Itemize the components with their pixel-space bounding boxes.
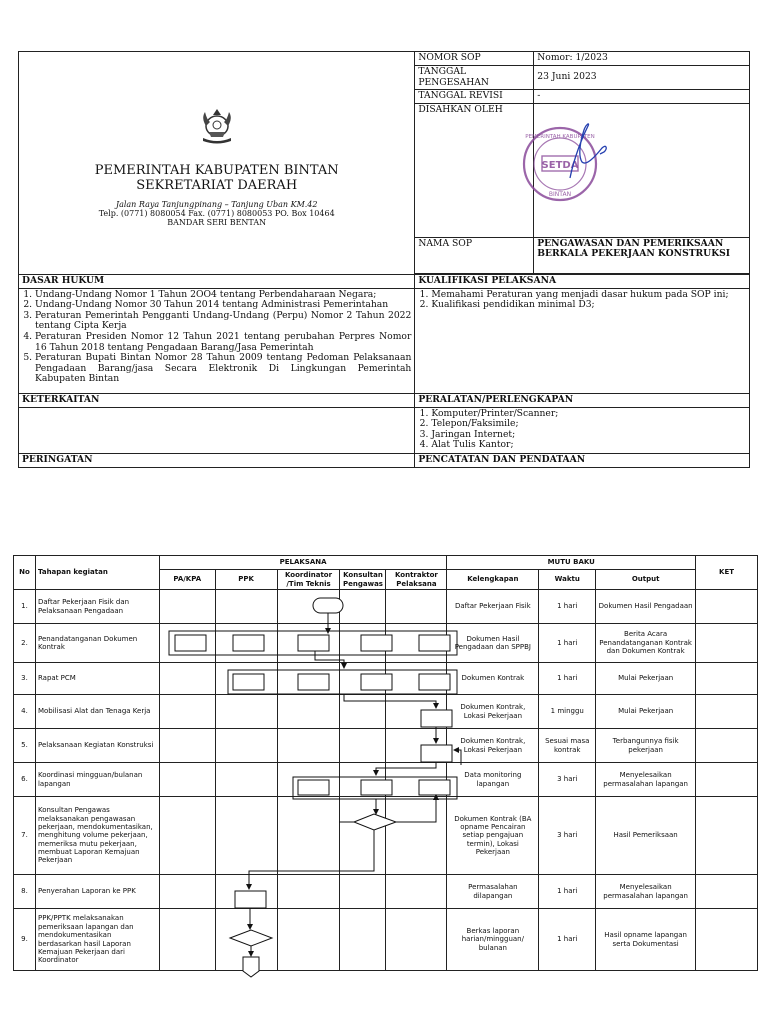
stamp-bottom-text: BINTAN (549, 190, 572, 198)
row-no: 4. (14, 695, 36, 729)
lane-pa-kpa (159, 729, 215, 763)
tanggal-revisi-value: - (534, 90, 750, 104)
lane-kontraktor (386, 590, 447, 624)
signature-cell (525, 103, 750, 237)
row-kelengkapan: Data monitoring lapangan (447, 763, 539, 797)
table-row (14, 663, 758, 695)
dasar-hukum-item: 3. Peraturan Pemerintah Pengganti Undang-Undang (Perpu) Nomor 2 Tahun 2022 tentang Cipta Kerja (35, 311, 411, 332)
bintan-emblem-icon (197, 106, 237, 146)
row-no: 9. (14, 909, 36, 971)
row-kelengkapan: Dokumen Kontrak (447, 663, 539, 695)
lane-ppk (215, 797, 277, 875)
nama-sop-value: PENGAWASAN DAN PEMERIKSAAN BERKALA PEKERJAAN KONSTRUKSI (534, 237, 750, 273)
row-output: Menyelesaikan permasalahan lapangan (596, 875, 696, 909)
row-waktu: 3 hari (539, 797, 596, 875)
lane-kontraktor (386, 695, 447, 729)
row-no: 5. (14, 729, 36, 763)
lane-ppk (215, 590, 277, 624)
lane-koordinator (277, 663, 340, 695)
lane-ppk (215, 909, 277, 971)
org-block (19, 52, 415, 275)
row-ket (696, 590, 758, 624)
peralatan-item: 2. Telepon/Faksimile; (431, 419, 746, 430)
org-address: Jalan Raya Tanjungpinang – Tanjung Uban KM.42 (115, 199, 318, 209)
table-row (14, 624, 758, 663)
row-output: Hasil Pemeriksaan (596, 797, 696, 875)
dasar-hukum-item: 2. Undang-Undang Nomor 30 Tahun 2014 tentang Administrasi Pemerintahan (35, 300, 411, 311)
col-output: Output (596, 570, 696, 590)
col-pelaksana: PELAKSANA (159, 556, 447, 570)
col-waktu: Waktu (539, 570, 596, 590)
row-waktu: 1 hari (539, 590, 596, 624)
col-mutu-baku: MUTU BAKU (447, 556, 696, 570)
row-kelengkapan: Permasalahan dilapangan (447, 875, 539, 909)
lane-pa-kpa (159, 909, 215, 971)
col-ket: KET (696, 556, 758, 590)
row-kelengkapan: Dokumen Kontrak, Lokasi Pekerjaan (447, 729, 539, 763)
tanggal-pengesahan-label: TANGGAL PENGESAHAN (415, 66, 534, 90)
row-tahapan: Mobilisasi Alat dan Tenaga Kerja (35, 695, 159, 729)
table-row (14, 729, 758, 763)
col-kelengkapan: Kelengkapan (447, 570, 539, 590)
row-tahapan: Daftar Pekerjaan Fisik dan Pelaksanaan Pengadaan (35, 590, 159, 624)
row-no: 1. (14, 590, 36, 624)
sop-header-table (18, 51, 750, 468)
peralatan-item: 1. Komputer/Printer/Scanner; (431, 409, 746, 420)
row-no: 2. (14, 624, 36, 663)
dasar-hukum-item: 1. Undang-Undang Nomor 1 Tahun 2OO4 tentang Perbendaharaan Negara; (35, 290, 411, 301)
dasar-hukum-list (19, 288, 415, 393)
row-no: 8. (14, 875, 36, 909)
official-stamp-icon (512, 118, 622, 208)
lane-kontraktor (386, 624, 447, 663)
lane-kontraktor (386, 875, 447, 909)
disahkan-oleh-label: DISAHKAN OLEH (415, 103, 534, 237)
col-tahapan: Tahapan kegiatan (35, 556, 159, 590)
row-output: Menyelesaikan permasalahan lapangan (596, 763, 696, 797)
row-ket (696, 624, 758, 663)
lane-konsultan (340, 729, 386, 763)
lane-kontraktor (386, 763, 447, 797)
col-no: No (14, 556, 36, 590)
lane-konsultan (340, 875, 386, 909)
row-output: Dokumen Hasil Pengadaan (596, 590, 696, 624)
lane-koordinator (277, 695, 340, 729)
nomor-sop-value: Nomor: 1/2023 (534, 52, 750, 66)
lane-kontraktor (386, 797, 447, 875)
peralatan-item: 3. Jaringan Internet; (431, 430, 746, 441)
pencatatan-title: PENCATATAN DAN PENDATAAN (415, 453, 750, 467)
lane-ppk (215, 624, 277, 663)
row-ket (696, 695, 758, 729)
row-output: Hasil opname lapangan serta Dokumentasi (596, 909, 696, 971)
table-row (14, 909, 758, 971)
lane-ppk (215, 663, 277, 695)
row-tahapan: PPK/PPTK melaksanakan pemeriksaan lapangan dan mendokumentasikan berdasarkan hasil Laporan Kemajuan Pekerjaan dari Koordinator (35, 909, 159, 971)
row-ket (696, 797, 758, 875)
row-ket (696, 763, 758, 797)
tanggal-pengesahan-value: 23 Juni 2023 (534, 66, 750, 90)
row-output: Berita Acara Penandatanganan Kontrak dan Dokumen Kontrak (596, 624, 696, 663)
row-waktu: Sesuai masa kontrak (539, 729, 596, 763)
table-row (14, 695, 758, 729)
lane-pa-kpa (159, 797, 215, 875)
row-output: Terbangunnya fisik pekerjaan (596, 729, 696, 763)
lane-kontraktor (386, 663, 447, 695)
lane-koordinator (277, 797, 340, 875)
stamp-center-text: SETDA (541, 159, 579, 171)
lane-koordinator (277, 909, 340, 971)
lane-konsultan (340, 624, 386, 663)
keterkaitan-title: KETERKAITAN (19, 393, 415, 407)
peralatan-title: PERALATAN/PERLENGKAPAN (415, 393, 750, 407)
row-kelengkapan: Dokumen Kontrak, Lokasi Pekerjaan (447, 695, 539, 729)
org-phone: Telp. (0771) 8080054 Fax. (0771) 8080053 PO. Box 10464 (98, 208, 335, 218)
table-row (14, 797, 758, 875)
keterkaitan-content (19, 407, 415, 453)
lane-kontraktor (386, 909, 447, 971)
kualifikasi-title: KUALIFIKASI PELAKSANA (415, 274, 750, 288)
lane-konsultan (340, 695, 386, 729)
row-tahapan: Konsultan Pengawas melaksanakan pengawasan pekerjaan, mendokumentasikan, menghitung volume pekerjaan, memeriksa mutu pekerjaan, membuat Laporan Kemajuan Pekerjaan (35, 797, 159, 875)
lane-koordinator (277, 875, 340, 909)
dasar-hukum-item: 5. Peraturan Bupati Bintan Nomor 28 Tahun 2009 tentang Pedoman Pelaksanaan Pengadaan Barang/jasa Secara Elektronik Di Lingkungan Pemerintah Kabupaten Bintan (35, 353, 411, 385)
peringatan-title: PERINGATAN (19, 453, 415, 467)
row-tahapan: Koordinasi mingguan/bulanan lapangan (35, 763, 159, 797)
peralatan-list (415, 407, 750, 453)
row-output: Mulai Pekerjaan (596, 663, 696, 695)
lane-pa-kpa (159, 875, 215, 909)
row-ket (696, 909, 758, 971)
kualifikasi-list (415, 288, 750, 393)
lane-koordinator (277, 763, 340, 797)
row-waktu: 1 hari (539, 909, 596, 971)
dasar-hukum-item: 4. Peraturan Presiden Nomor 12 Tahun 2021 tentang perubahan Perpres Nomor 16 Tahun 2018 tentang Pengadaan Barang/Jasa Pemerintah (35, 332, 411, 353)
row-no: 3. (14, 663, 36, 695)
lane-ppk (215, 729, 277, 763)
row-output: Mulai Pekerjaan (596, 695, 696, 729)
lane-pa-kpa (159, 624, 215, 663)
lane-ppk (215, 875, 277, 909)
table-row (14, 763, 758, 797)
row-ket (696, 729, 758, 763)
lane-koordinator (277, 729, 340, 763)
row-tahapan: Rapat PCM (35, 663, 159, 695)
kualifikasi-item: 1. Memahami Peraturan yang menjadi dasar hukum pada SOP ini; (431, 290, 746, 301)
row-kelengkapan: Berkas laporan harian/mingguan/ bulanan (447, 909, 539, 971)
row-no: 6. (14, 763, 36, 797)
row-waktu: 1 hari (539, 875, 596, 909)
table-row (14, 590, 758, 624)
dasar-hukum-title: DASAR HUKUM (19, 274, 415, 288)
row-tahapan: Penandatanganan Dokumen Kontrak (35, 624, 159, 663)
nomor-sop-label: NOMOR SOP (415, 52, 534, 66)
lane-konsultan (340, 797, 386, 875)
procedure-flow-table (13, 555, 758, 971)
row-kelengkapan: Dokumen Kontrak (BA opname Pencairan setiap pengajuan termin), Lokasi Pekerjaan (447, 797, 539, 875)
peralatan-item: 4. Alat Tulis Kantor; (431, 440, 746, 451)
col-pa-kpa: PA/KPA (159, 570, 215, 590)
row-ket (696, 875, 758, 909)
lane-ppk (215, 763, 277, 797)
col-konsultan: Konsultan Pengawas (340, 570, 386, 590)
row-ket (696, 663, 758, 695)
row-waktu: 1 minggu (539, 695, 596, 729)
row-waktu: 3 hari (539, 763, 596, 797)
col-koordinator: Koordinator /Tim Teknis (277, 570, 340, 590)
lane-pa-kpa (159, 590, 215, 624)
lane-konsultan (340, 763, 386, 797)
lane-ppk (215, 695, 277, 729)
row-waktu: 1 hari (539, 663, 596, 695)
table-row (14, 875, 758, 909)
lane-konsultan (340, 909, 386, 971)
row-tahapan: Penyerahan Laporan ke PPK (35, 875, 159, 909)
lane-pa-kpa (159, 763, 215, 797)
nama-sop-label: NAMA SOP (415, 237, 534, 273)
lane-kontraktor (386, 729, 447, 763)
lane-koordinator (277, 590, 340, 624)
lane-pa-kpa (159, 695, 215, 729)
kualifikasi-item: 2. Kualifikasi pendidikan minimal D3; (431, 300, 746, 311)
stamp-top-text: PEMERINTAH KABUPATEN (525, 133, 596, 140)
org-line2: SEKRETARIAT DAERAH (136, 177, 298, 193)
org-city: BANDAR SERI BENTAN (167, 217, 267, 227)
col-ppk: PPK (215, 570, 277, 590)
lane-koordinator (277, 624, 340, 663)
row-no: 7. (14, 797, 36, 875)
row-tahapan: Pelaksanaan Kegiatan Konstruksi (35, 729, 159, 763)
row-kelengkapan: Dokumen Hasil Pengadaan dan SPPBJ (447, 624, 539, 663)
row-kelengkapan: Daftar Pekerjaan Fisik (447, 590, 539, 624)
lane-konsultan (340, 663, 386, 695)
tanggal-revisi-label: TANGGAL REVISI (415, 90, 534, 104)
col-kontraktor: Kontraktor Pelaksana (386, 570, 447, 590)
lane-konsultan (340, 590, 386, 624)
org-line1: PEMERINTAH KABUPATEN BINTAN (94, 162, 339, 178)
row-waktu: 1 hari (539, 624, 596, 663)
lane-pa-kpa (159, 663, 215, 695)
